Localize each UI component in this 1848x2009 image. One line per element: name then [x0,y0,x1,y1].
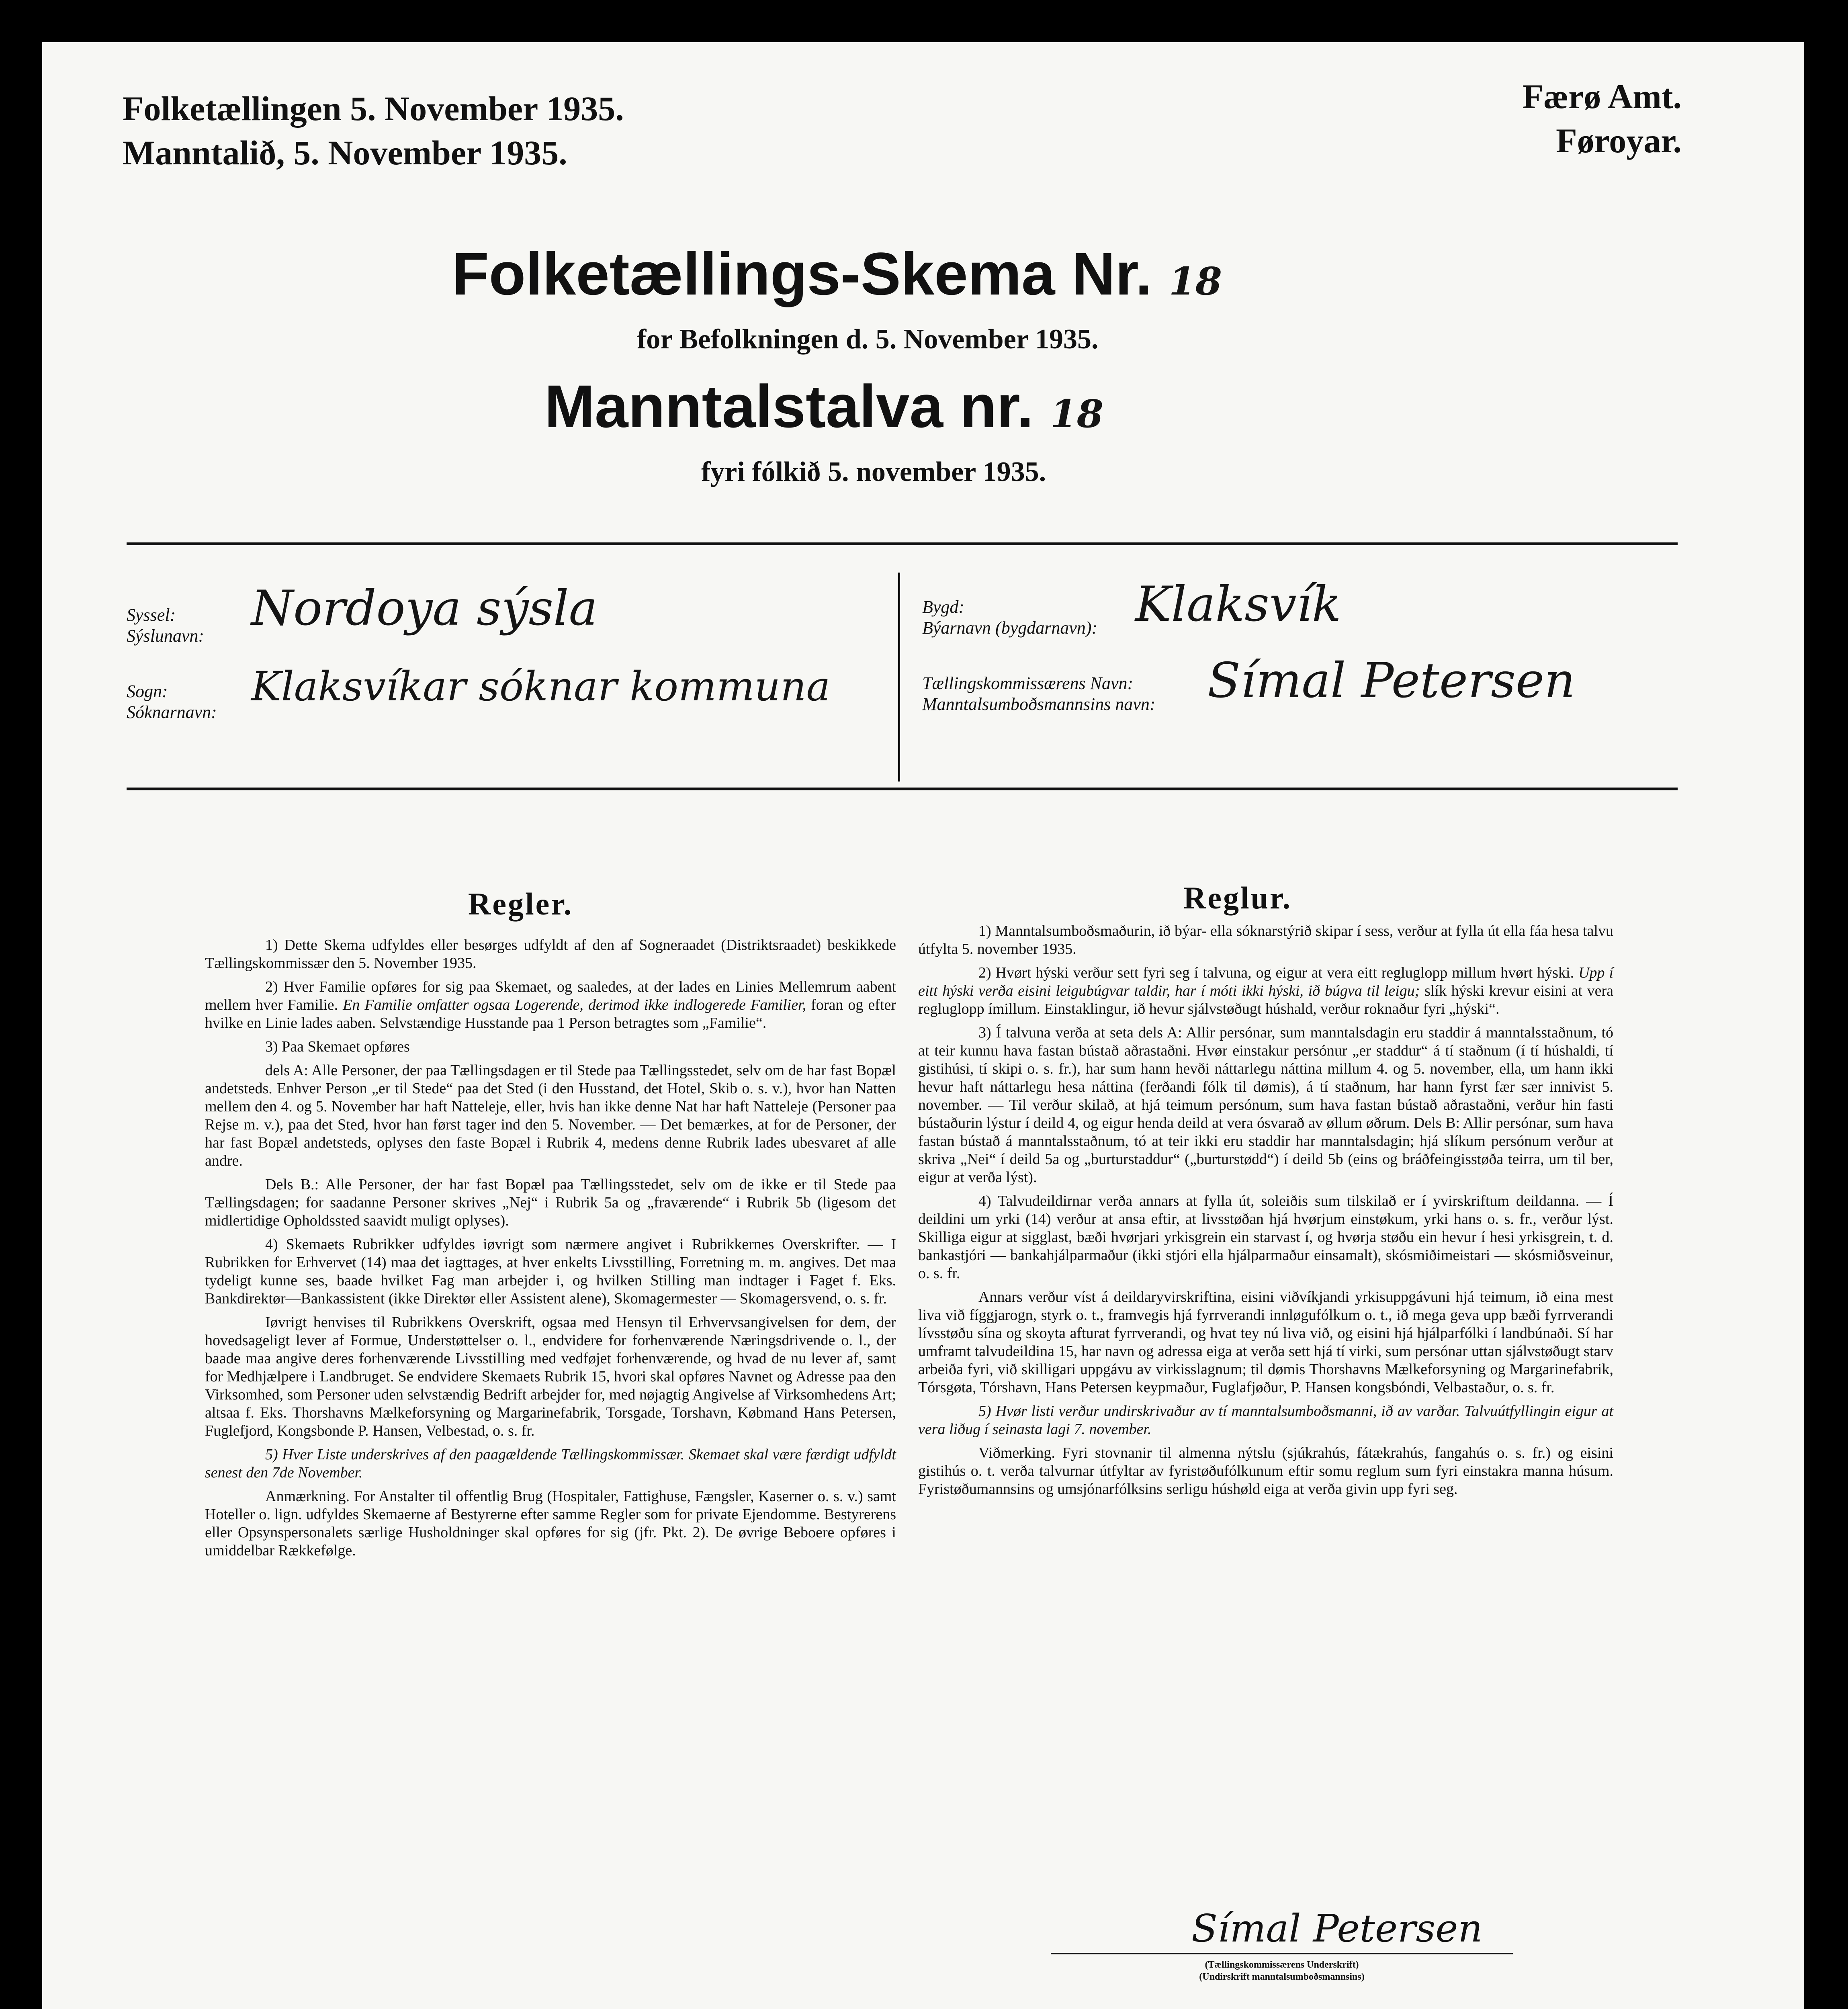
bygd-value: Klaksvík [1135,577,1341,632]
rules-da-anm: Anmærkning. For Anstalter til offentlig Brug (Hospitaler, Fattighuse, Fængsler, Kaserner o. s. v.) samt Hoteller o. lign. udfyldes Skemaerne af Bestyrerne efter samme Regler som for private Ejendomme. Bestyrerens eller Opsynspersonalets særlige Husholdninger skal opføres for sig (jfr. Pkt. 2). De øvrige Beboere opføres i umiddelbar Rækkefølge. [205,1488,896,1559]
title-fo-sub: fyri fólkið 5. november 1935. [701,456,1046,487]
title-fo [544,372,1103,441]
title-da-sub: for Befolkningen d. 5. November 1935. [637,324,1099,355]
rules-fo-p2a: 2) Hvørt hýski verður sett fyri seg í talvuna, og eigur at vera eitt regluglopp millum hvørt hýski. [978,964,1574,981]
header-right-line2: Føroyar. [1556,121,1682,160]
header-left-line1: Folketællingen 5. November 1935. [123,89,624,128]
rules-fo-p4b: Annars verður víst á deildaryvirskriftina, eisini viðvíkjandi yrkisuppgávuni hjá teimum, ið eina mest liva við fíggjarogn, styrk o. t., framvegis hjá fyrrverandi innløgufólkum o. t., ið mega geva upp bæði fyrrverandi lívsstøðu sína og skoyta afturat fyrrverandi, og hvat tey nú liva við, og eisini hjá hjálparfólki í landbúnaði. Sí har umframt talvudeildina 15, har navn og adressa eiga at verða sett hjá tí virki, sum persónar uttan sjálvstøðugt starv arbeiða fyri, við skilligari uppgávu av virkisslagnum; til dømis Thorshavns Mælkeforsyning og Margarinefabrik, Tórsgøta, Tórshavn, Hans Petersen keypmaður, Fuglafjøður, P. Hansen kongsbóndi, Velbastaður, o. s. fr. [918,1289,1613,1396]
rules-da-p2 [205,978,896,1032]
census-form-page [42,42,1804,2009]
syssel-label-fo: Sýslunavn: [127,626,205,646]
rules-fo-p2 [918,964,1613,1018]
sogn-label-fo: Sóknarnavn: [127,702,217,722]
fields-divider [127,788,1678,790]
signature-line [1051,1953,1513,1954]
rules-da-column [205,936,896,1565]
rules-da-title: Regler. [468,886,573,921]
sogn-label-da: Sogn: [127,681,168,701]
signature-caption-fo: (Undirskrift manntalsumboðsmannsins) [1199,1972,1365,1982]
header-left [123,86,624,175]
bygd-label-da: Bygd: [922,597,965,617]
field-divider [898,573,900,782]
kommissaer-label-da: Tællingskommissærens Navn: [922,673,1134,693]
header-right [1523,74,1682,163]
syssel-value: Nordoya sýsla [251,581,598,636]
signature-caption [1071,1959,1493,1983]
rules-da-p3a: dels A: Alle Personer, der paa Tællingsdagen er til Stede paa Tællingsstedet, selv om de har fast Bopæl andetsteds. Enhver Person „er til Stede“ paa det Sted (i den Husstand, det Hotel, Skib o. s. v.), hvor han Natten mellem den 4. og 5. November har haft Natteleje, eller, hvis han ikke denne Nat har haft Natteleje (Personer paa Rejse m. v.), paa det Sted, hvor han først tager ind den 5. November. — Det bemærkes, at for de Personer, der har fast Bopæl andetsteds, oplyses den faste Bopæl i Rubrik 4, medens denne Rubrik lades ubesvaret af alle andre. [205,1062,896,1169]
rules-da-p3: 3) Paa Skemaet opføres [265,1038,410,1055]
rules-da-p1: 1) Dette Skema udfyldes eller besørges udfyldt af den af Sogneraadet (Distriktsraadet) beskikkede Tællingskommissær den 5. November 1935. [205,937,896,972]
title-da [452,239,1222,309]
rules-da-p3b: Dels B.: Alle Personer, der har fast Bopæl paa Tællingsstedet, selv om de ikke er til Stede paa Tællingsdagen; for saadanne Personer skrives „Nej“ i Rubrik 5a og „fraværende“ i Rubrik 5b (ligesom det midlertidige Opholdssted saavidt muligt oplyses). [205,1176,896,1229]
sogn-value: Klaksvíkar sóknar kommuna [251,663,831,710]
signature-caption-da: (Tællingskommissærens Underskrift) [1205,1960,1359,1970]
rules-fo-p2b: slík hýski krevur eisini at vera regluglopp ímillum. Einstaklingur, ið hevur sjálvstøðugt húshald, verður roknaður fyri „hýski“. [918,982,1614,1017]
rules-da-p4b: Iøvrigt henvises til Rubrikkens Overskrift, ogsaa med Hensyn til Erhvervsangivelsen for dem, der hovedsageligt lever af Formue, Understøttelser o. l., endvidere for forhenværende Næringsdrivende o. l., der baade maa angive deres forhenværende Livsstilling med vedføjet forhenværende, og hvad de nu lever af, samt for Medhjælpere i Landbruget. Se endvidere Skemaets Rubrik 15, hvori skal opføres Navnet og Adresse paa den Virksomhed, som Personer uden selvstændig Bedrift arbejder for, med nøjagtig Angivelse af Virksomhedens Art; altsaa f. Eks. Thorshavns Mælkeforsyning og Margarinefabrik, Torsgade, Torshavn, Købmand Hans Petersen, Fuglefjord, Kongsbonde P. Hansen, Velbestad, o. s. fr. [205,1314,896,1439]
rules-da-p2a: 2) Hver Familie opføres for sig paa Skemaet, og saaledes, at der lades en Linies Mellemrum aabent mellem hver Familie. [205,978,896,1013]
bygd-label [922,597,1097,638]
rules-fo-p4: 4) Talvudeildirnar verða annars at fylla út, soleiðis sum tilskilað er í yvirskriftum deildanna. — Í deildini um yrki (14) verður at ansa eftir, at livsstøðan hjá hvørjum einstøkum, yrki hans o. s. fr., verður lýst. Skilliga eigur at sigglast, bæði hvørjari yrkisgrein ein starvast í, og hvørja støðu ein hevur í hesi yrkisgrein, t. d. bankastjóri — bankahjálparmaður (ikki stjóri ella hjálparmaður einsamalt), skósmiðimeistari — skósmiðsveinur, o. s. fr. [918,1193,1613,1282]
header-right-line1: Færø Amt. [1522,77,1682,116]
rules-fo-p2i: Upp í eitt hýski verða eisini leigubúgvar taldir, har í móti ikki hýski, ið búgva til leigu; [918,964,1614,999]
sogn-label [127,681,217,723]
title-fo-main: Manntalstalva nr. [544,372,1034,440]
rules-fo-column [918,922,1613,1504]
header-left-line2: Manntalið, 5. November 1935. [123,133,567,172]
rules-da-p2i: En Familie omfatter ogsaa Logerende, derimod ikke indlogerede Familier, [343,996,806,1013]
rules-da-p2b: foran og efter hvilke en Linie lades aaben. Selvstændige Husstande paa 1 Person betragtes som „Familie“. [205,996,896,1031]
rules-da-p4: 4) Skemaets Rubrikker udfyldes iøvrigt som nærmere angivet i Rubrikkernes Overskrifter. — I Rubrikken for Erhvervet (14) maa det iagttages, at hver enkelts Livsstilling, Forretning m. m. angives. Det maa tydeligt kunne ses, baade hvilket Fag man arbejder i, og hvilken Stilling man indtager i Faget f. Eks. Bankdirektør—Bankassistent (ikke Direktør eller Assistent alene), Skomagermester — Skomagersvend, o. s. fr. [205,1236,896,1307]
syssel-label-da: Syssel: [127,605,176,625]
syssel-label [127,605,204,646]
rules-fo-p3: 3) Í talvuna verða at seta dels A: Allir persónar, sum manntalsdagin eru staddir á manntalsstaðnum, tó at teir kunnu hava fastan bústað aðrastaðni. Hvør einstakur persónur „er staddur“ á tí staðnum (í tí húshaldi, tí gistihúsi, tí skipi o. s. fr.), har sum hann hevði náttarlegu náttina millum 4. og 5. november, ella, um hann ikki hevur haft náttarlegu hesa náttina (ferðandi fólk til dømis), á tí staðnum, har hann fyrst fær sær innivist 5. november. — Til verður skilað, at hjá teimum persónum, sum hava fastan bústað aðrastaðni, verður hin fasti bústaðurin lýstur í deild 4, og eigur henda deild at vera ósvarað av øllum øðrum. Dels B: Allir persónar, sum hava fastan bústað á manntalsstaðnum, tó at teir ikki eru staddir har manntalsdagin; hjá slíkum persónum verður at skriva „Nei“ í deild 5a og „burturstaddur“ („burturstødd“) í deild 5b (eins og bráðfeingisstøða teirra, um til ber, eigur at verða lýst). [918,1024,1613,1186]
title-fo-number: 18 [1050,392,1103,436]
kommissaer-value: Símal Petersen [1207,653,1576,709]
bygd-label-fo: Býarnavn (bygdarnavn): [922,618,1098,638]
title-da-number: 18 [1169,259,1222,304]
rules-da-p5: 5) Hver Liste underskrives af den paagældende Tællingskommissær. Skemaet skal være færdigt udfyldt senest den 7de November. [205,1446,896,1481]
title-da-main: Folketællings-Skema Nr. [452,240,1152,307]
signature: Símal Petersen [1191,1907,1483,1951]
top-divider [127,542,1678,545]
rules-fo-title: Reglur. [1183,880,1292,915]
kommissaer-label-fo: Manntalsumboðsmannsins navn: [922,694,1156,714]
rules-fo-p1: 1) Manntalsumboðsmaðurin, ið býar- ella sóknarstýrið skipar í sess, verður at fylla út ella fáa hesa talvu útfylta 5. november 1935. [918,923,1613,957]
kommissaer-label [922,673,1156,715]
rules-fo-p5: 5) Hvør listi verður undirskrivaður av tí manntalsumboðsmanni, ið av varðar. Talvuútfyllingin eigur at vera liðug í seinasta lagi 7. november. [918,1403,1613,1438]
rules-fo-anm: Viðmerking. Fyri stovnanir til almenna nýtslu (sjúkrahús, fátækrahús, fangahús o. s. fr.) og eisini gistihús o. t. verða talvurnar útfyltar av fyristøðufólkunum eftir somu reglum sum fyri einstakra manna húsum. Fyristøðumannsins og umsjónarfólksins serligu húshøld eiga at verða givin upp fyri seg. [918,1444,1613,1498]
